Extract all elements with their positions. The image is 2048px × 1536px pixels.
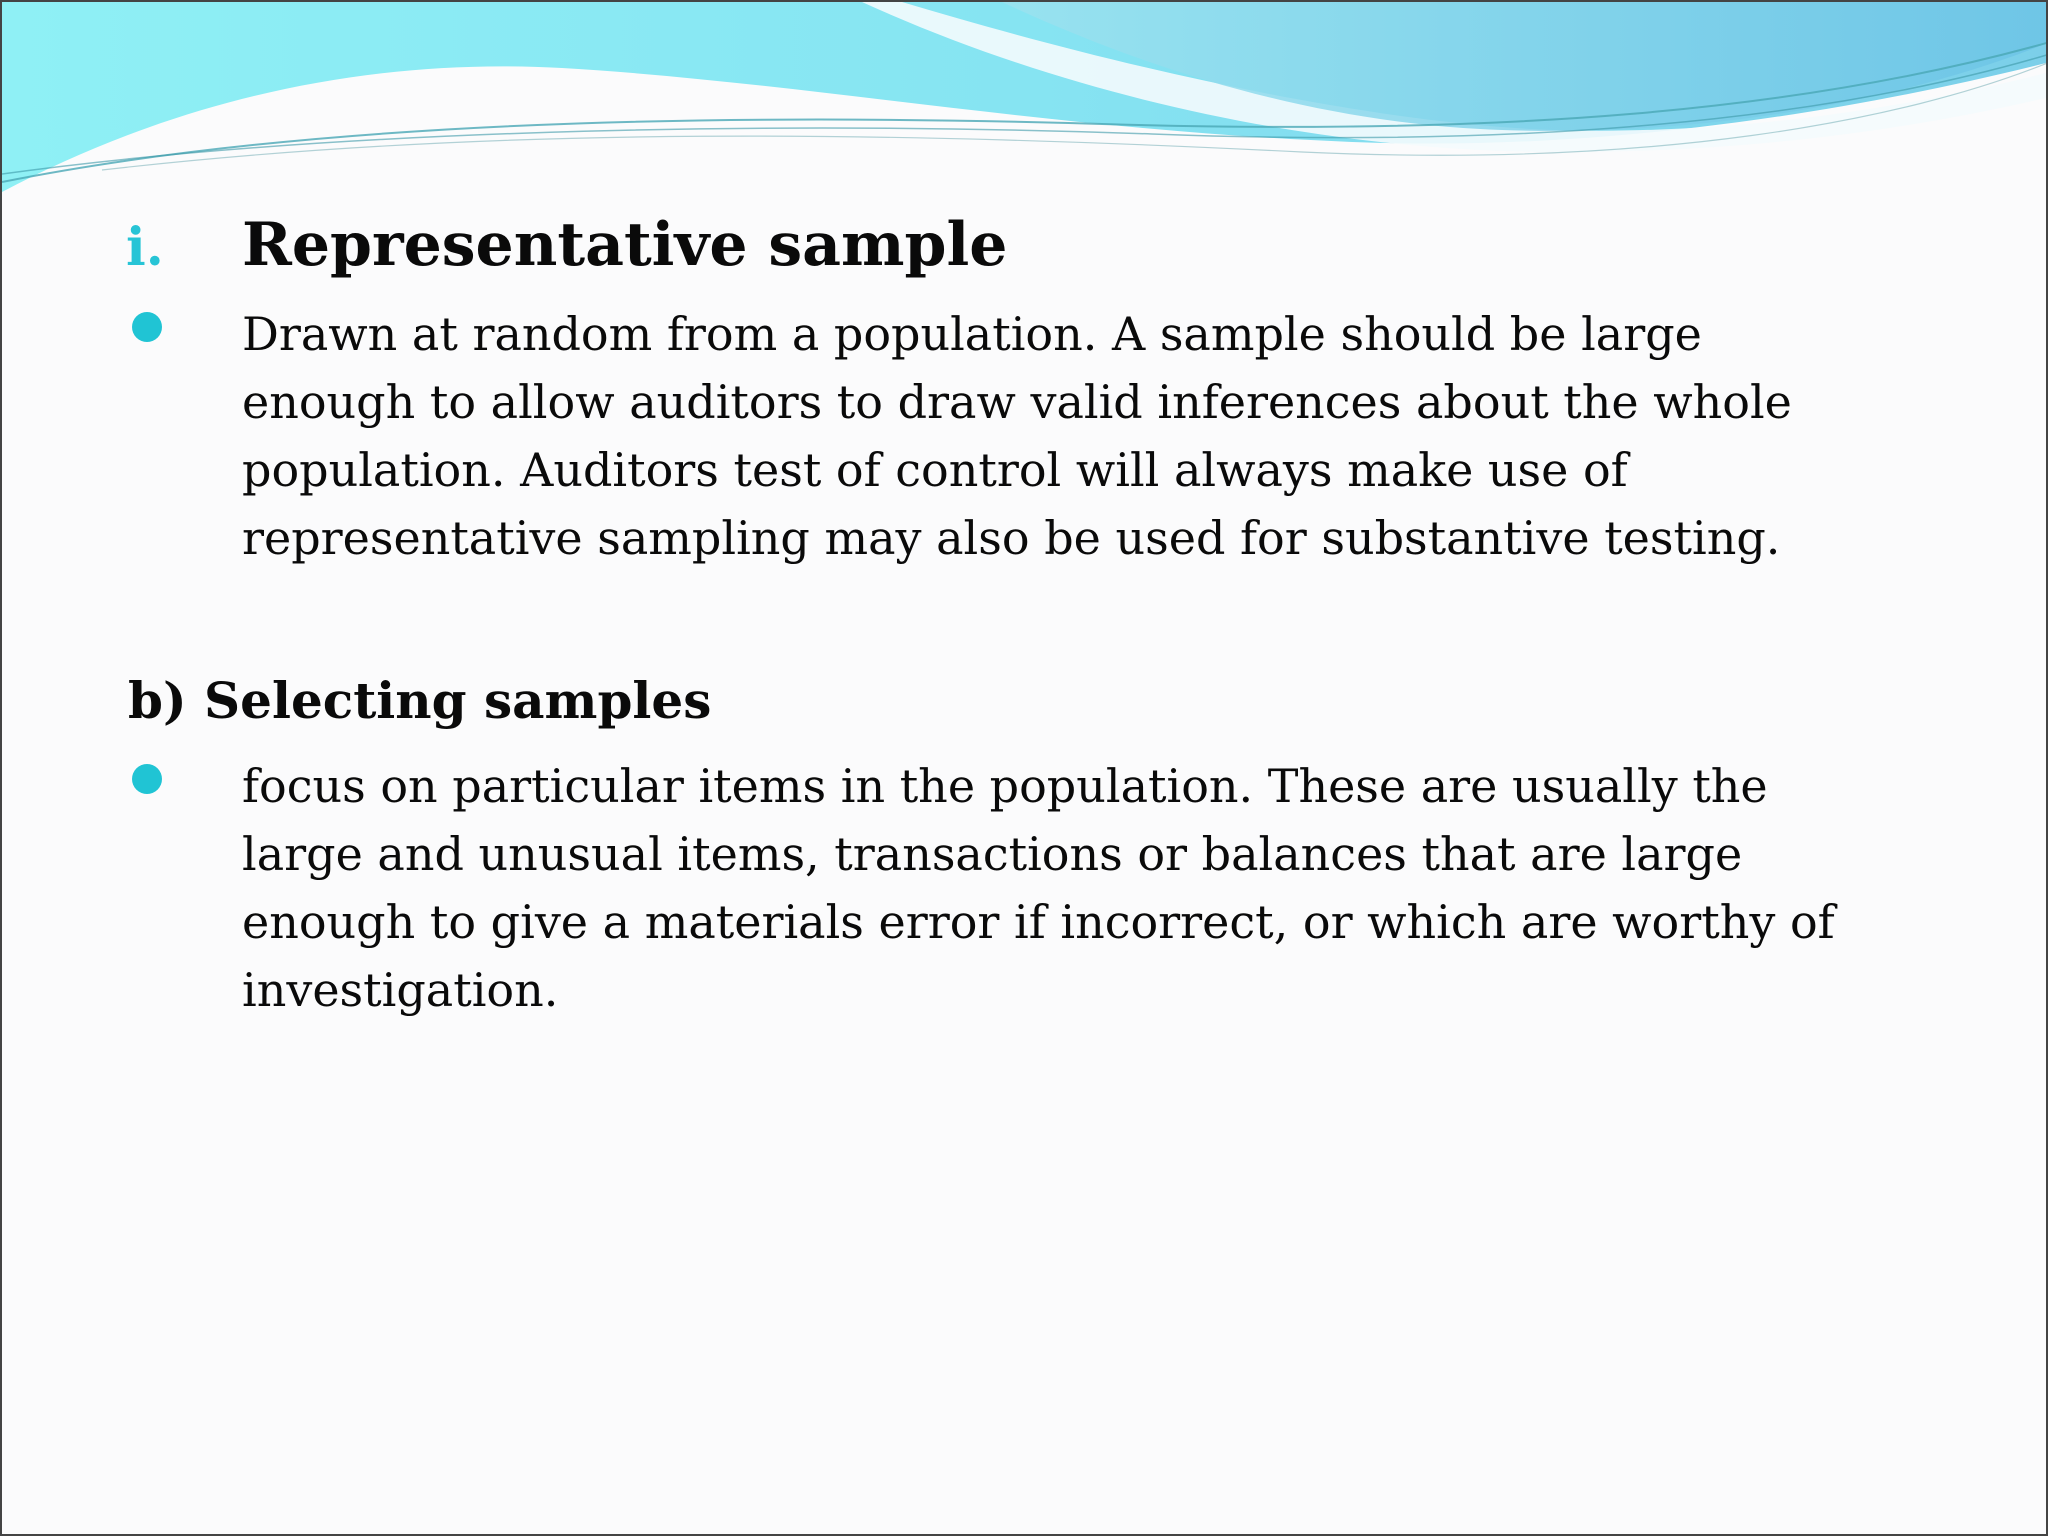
- section-heading-selecting-samples: b) Selecting samples: [128, 671, 712, 730]
- bullet-paragraph-selecting-samples: focus on particular items in the population. These are usually the large and unusual items, transactions or balances that are large enough to give a materials error if incorrect, or which are worthy of investigation.: [242, 759, 1835, 1017]
- section-heading-representative-sample: Representative sample: [242, 210, 1008, 280]
- slide-content: [2, 2, 2048, 1536]
- bullet-paragraph-representative-sample: Drawn at random from a population. A sample should be large enough to allow auditors to draw valid inferences about the whole population. Auditors test of control will always make use of representative sampling may also be used for substantive testing.: [242, 307, 1792, 565]
- bullet-icon: [132, 764, 162, 794]
- list-marker-roman: i.: [126, 217, 164, 278]
- bullet-icon: [132, 312, 162, 342]
